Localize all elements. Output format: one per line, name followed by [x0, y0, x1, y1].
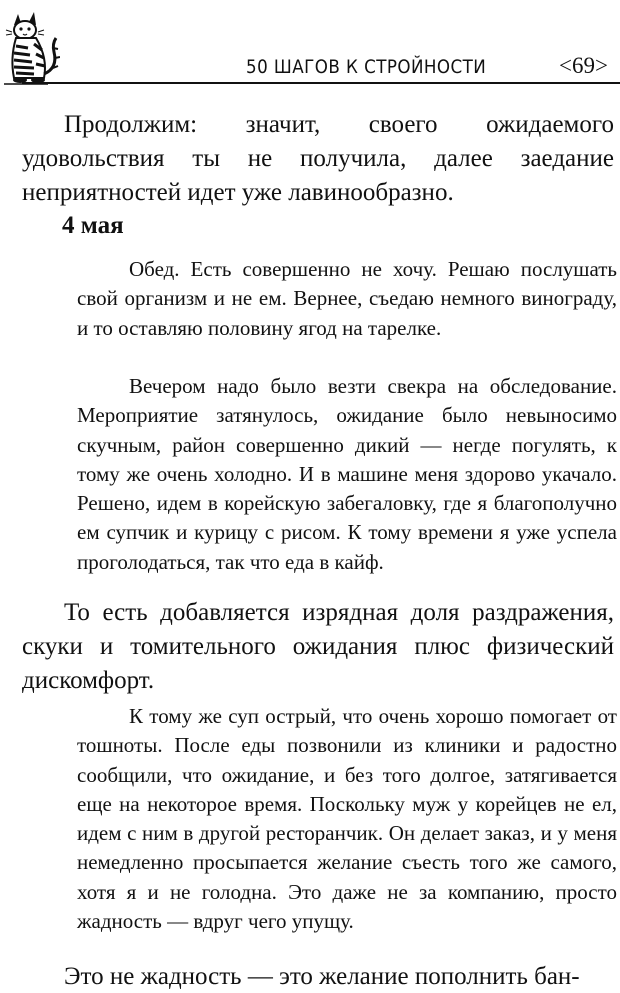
paragraph-conclusion: Это не жадность — это желание пополнить бан-	[64, 963, 580, 990]
paragraph-intro: Продолжим: значит, своего ожидаемого удовольствия ты не получила, далее заедание неприятностей идет уже лавинообразно.	[22, 111, 614, 206]
running-head: 50 ШАГОВ К СТРОЙНОСТИ	[246, 56, 487, 78]
page-header	[0, 0, 620, 92]
page-number: <69>	[559, 53, 608, 78]
diary-quote-evening: Вечером надо было везти свекра на обследование. Мероприятие затянулось, ожидание было невыносимо скучным, район совершенно дикий — негде погулять, к тому же очень холодно. И в машине меня здорово укачало. Решено, идем в корейскую забегаловку, где я благополучно ем супчик и курицу с рисом. К тому времени я уже успела проголодаться, так что еда в кайф.	[77, 374, 617, 574]
paragraph-commentary: То есть добавляется изрядная доля раздражения, скуки и томительного ожидания плюс физический дискомфорт.	[22, 599, 614, 694]
date-heading: 4 мая	[62, 212, 124, 239]
header-rule	[22, 82, 620, 84]
striped-cat-icon	[4, 8, 60, 86]
diary-quote-soup: К тому же суп острый, что очень хорошо помогает от тошноты. После еды позвонили из клиники и радостно сообщили, что ожидание, и без того долгое, затягивается еще на некоторое время. Поскольку муж у корейцев не ел, идем с ним в другой ресторанчик. Он делает заказ, и у меня немедленно просыпается желание съесть того же самого, хотя я и не голодна. Это даже не за компанию, просто жадность — вдруг чего упущу.	[77, 704, 617, 934]
diary-quote-lunch: Обед. Есть совершенно не хочу. Решаю послушать свой организм и не ем. Вернее, съедаю немного винограду, и то оставляю половину ягод на тарелке.	[77, 257, 617, 340]
